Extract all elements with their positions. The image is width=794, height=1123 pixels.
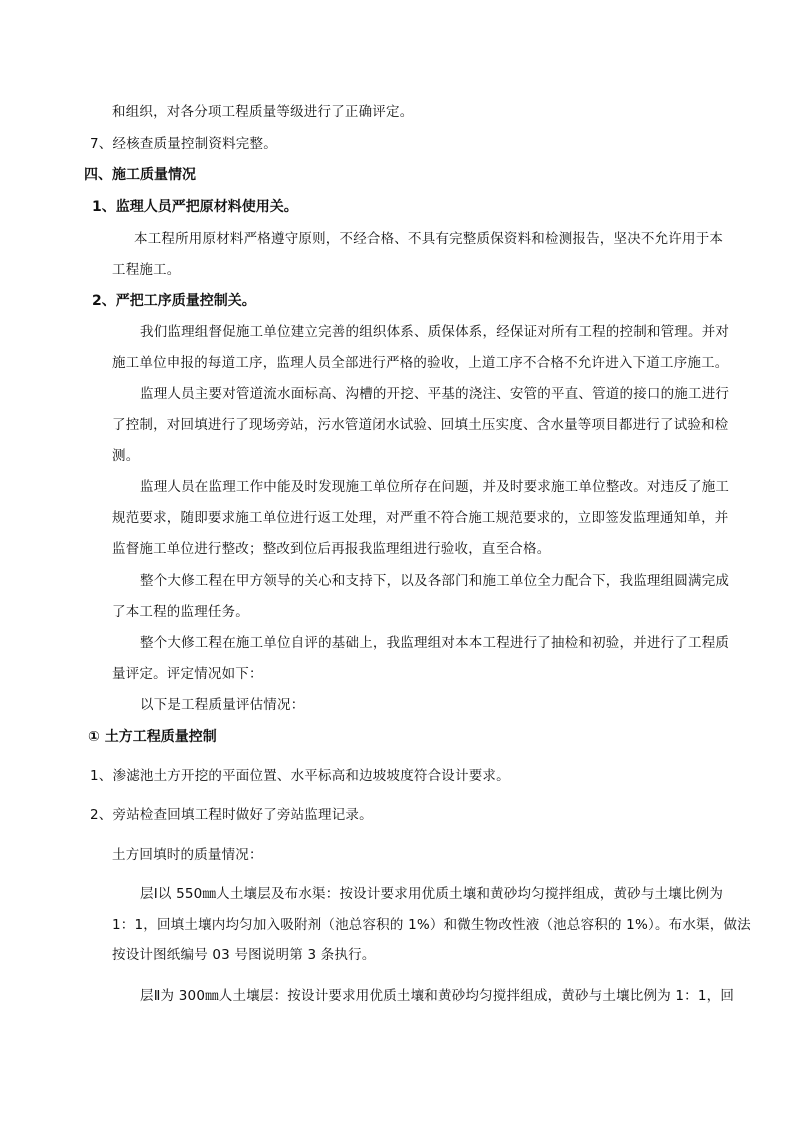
section-heading: 四、施工质量情况 — [84, 167, 196, 183]
paragraph-line: 按设计图纸编号 03 号图说明第 3 条执行。 — [112, 947, 376, 963]
subsection-heading: 2、严把工序质量控制关。 — [92, 293, 256, 309]
paragraph-line: 土方回填时的质量情况： — [112, 847, 263, 863]
text-line: 和组织，对各分项工程质量等级进行了正确评定。 — [112, 104, 414, 120]
paragraph-line: 工程施工。 — [112, 262, 181, 278]
subsection-heading: 1、监理人员严把原材料使用关。 — [92, 199, 298, 215]
list-item: 2、旁站检查回填工程时做好了旁站监理记录。 — [90, 807, 373, 823]
paragraph-line: 测。 — [112, 448, 140, 464]
paragraph-line: 监督施工单位进行整改；整改到位后再报我监理组进行验收，直至合格。 — [112, 541, 551, 557]
paragraph-line: 施工单位申报的每道工序，监理人员全部进行严格的验收，上道工序不合格不允许进入下道工序施工。 — [112, 355, 729, 371]
paragraph-line: 监理人员在监理工作中能及时发现施工单位所存在问题，并及时要求施工单位整改。对违反了施工 — [140, 479, 730, 495]
subsection-heading: ① 土方工程质量控制 — [88, 729, 217, 745]
list-item: 7、经核查质量控制资料完整。 — [90, 136, 277, 152]
paragraph-line: 规范要求，随即要求施工单位进行返工处理，对严重不符合施工规范要求的，立即签发监理通知单，并 — [112, 510, 729, 526]
paragraph-line: 量评定。评定情况如下： — [112, 666, 263, 682]
paragraph-line: 本工程所用原材料严格遵守原则，不经合格、不具有完整质保资料和检测报告，坚决不允许用于本 — [134, 231, 724, 247]
paragraph-line: 整个大修工程在施工单位自评的基础上，我监理组对本本工程进行了抽检和初验，并进行了工程质 — [140, 635, 730, 651]
paragraph-line: 以下是工程质量评估情况： — [140, 697, 305, 713]
paragraph-line: 监理人员主要对管道流水面标高、沟槽的开挖、平基的浇注、安管的平直、管道的接口的施工进行 — [140, 386, 730, 402]
list-item: 1、渗滤池土方开挖的平面位置、水平标高和边坡坡度符合设计要求。 — [90, 768, 510, 784]
paragraph-line: 了控制，对回填进行了现场旁站，污水管道闭水试验、回填土压实度、含水量等项目都进行了试验和检 — [112, 417, 729, 433]
paragraph-line: 1：1，回填土壤内均匀加入吸附剂（池总容积的 1%）和微生物改性液（池总容积的 1%）。布水渠，做法 — [112, 917, 751, 933]
paragraph-line: 层Ⅰ以 550㎜人土壤层及布水渠：按设计要求用优质土壤和黄砂均匀搅拌组成，黄砂与土壤比例为 — [140, 886, 724, 902]
paragraph-line: 了本工程的监理任务。 — [112, 604, 249, 620]
paragraph-line: 我们监理组督促施工单位建立完善的组织体系、质保体系，经保证对所有工程的控制和管理。并对 — [140, 324, 730, 340]
paragraph-line: 层Ⅱ为 300㎜人土壤层：按设计要求用优质土壤和黄砂均匀搅拌组成，黄砂与土壤比例为 1：1，回 — [140, 988, 735, 1004]
paragraph-line: 整个大修工程在甲方领导的关心和支持下，以及各部门和施工单位全力配合下，我监理组圆满完成 — [140, 573, 730, 589]
